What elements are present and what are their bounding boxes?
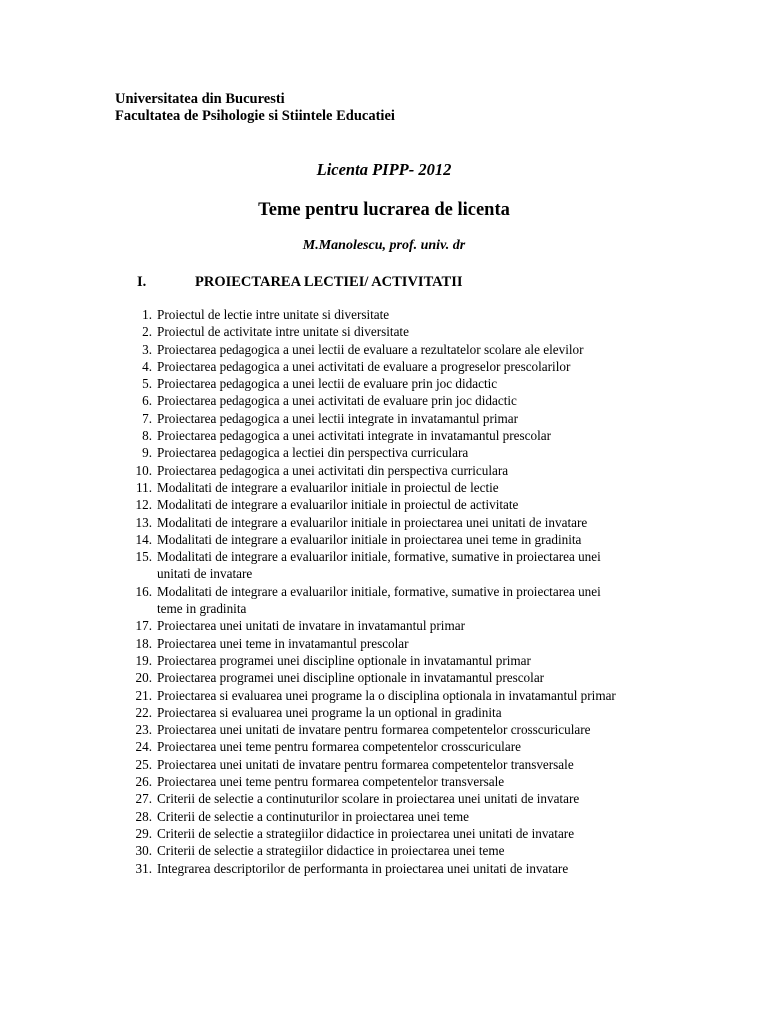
list-item-number: 4.: [142, 358, 152, 374]
institution-header: [115, 91, 395, 125]
list-item-number: 9.: [142, 445, 152, 461]
list-item-text: Proiectarea unei unitati de invatare in invatamantul primar: [157, 618, 465, 634]
list-item-text: Proiectarea unei teme pentru formarea competentelor crosscuriculare: [157, 739, 521, 755]
list-item-number: 27.: [135, 791, 152, 807]
list-item-text: Proiectarea si evaluarea unei programe la o disciplina optionala in invatamantul primar: [157, 687, 616, 703]
document-title: Teme pentru lucrarea de licenta: [258, 200, 510, 220]
list-item-text: Modalitati de integrare a evaluarilor initiale, formative, sumative in proiectarea unei teme in gradinita: [157, 583, 601, 617]
list-item-text: Proiectarea pedagogica a unei lectii de evaluare prin joc didactic: [157, 376, 498, 392]
list-item: [0, 531, 617, 548]
list-item: [0, 704, 617, 721]
list-item-text: Modalitati de integrare a evaluarilor initiale in proiectarea unei unitati de invatare: [157, 514, 588, 530]
list-item: [0, 358, 617, 375]
list-item-number: 25.: [135, 756, 152, 772]
list-item: [0, 375, 617, 392]
list-item-text: Proiectul de lectie intre unitate si diversitate: [157, 307, 390, 322]
section-number: I.: [137, 274, 147, 290]
list-item-number: 18.: [135, 635, 152, 651]
list-item-text: Proiectarea pedagogica a unei activitati integrate in invatamantul prescolar: [157, 428, 551, 444]
list-item-number: 3.: [142, 341, 152, 357]
list-item-text: Proiectarea si evaluarea unei programe la un optional in gradinita: [157, 704, 502, 720]
list-item-number: 14.: [135, 531, 152, 547]
list-item: [0, 687, 617, 704]
list-item-number: 30.: [135, 843, 152, 859]
list-item-text: Proiectarea pedagogica a unei activitati de evaluare prin joc didactic: [157, 393, 517, 409]
list-item-number: 31.: [135, 860, 152, 876]
list-item: [0, 669, 617, 686]
list-item-number: 15.: [135, 549, 152, 565]
list-item-text: Proiectarea pedagogica a lectiei din perspectiva curriculara: [157, 445, 469, 461]
list-item-number: 11.: [136, 479, 152, 495]
list-item-number: 12.: [135, 497, 152, 513]
list-item: [0, 756, 617, 773]
list-item-number: 21.: [135, 687, 152, 703]
list-item: [0, 738, 617, 755]
list-item-number: 2.: [142, 324, 152, 340]
list-item-number: 6.: [142, 393, 152, 409]
list-item: [0, 842, 617, 859]
list-item: [0, 790, 617, 807]
list-item: [0, 583, 617, 618]
list-item-text: Proiectarea pedagogica a unei activitati din perspectiva curriculara: [157, 462, 509, 478]
list-item: [0, 410, 617, 427]
list-item-text: Criterii de selectie a strategiilor didactice in proiectarea unei teme: [157, 843, 505, 859]
list-item-number: 1.: [142, 307, 152, 322]
list-item-number: 26.: [135, 774, 152, 790]
list-item: [0, 514, 617, 531]
list-item-text: Criterii de selectie a strategiilor didactice in proiectarea unei unitati de invatare: [157, 825, 575, 841]
list-item-number: 8.: [142, 428, 152, 444]
list-item: [0, 773, 617, 790]
list-item-text: Proiectarea pedagogica a unei lectii integrate in invatamantul primar: [157, 410, 519, 426]
list-item: [0, 617, 617, 634]
list-item-text: Criterii de selectie a continuturilor in proiectarea unei teme: [157, 808, 469, 824]
list-item-text: Proiectarea programei unei discipline optionale in invatamantul primar: [157, 652, 531, 668]
course-title: Licenta PIPP- 2012: [316, 160, 452, 179]
list-item-text: Modalitati de integrare a evaluarilor initiale in proiectul de lectie: [157, 479, 499, 495]
list-item-number: 17.: [135, 618, 152, 634]
list-item-text: Proiectarea unei unitati de invatare pentru formarea competentelor crosscuriculare: [157, 722, 591, 738]
university-name: Universitatea din Bucuresti: [115, 91, 285, 107]
list-item-number: 20.: [135, 670, 152, 686]
list-item: [0, 341, 617, 358]
list-item-text: Proiectarea unei teme in invatamantul prescolar: [157, 635, 409, 651]
list-item-number: 10.: [135, 462, 152, 478]
list-item-text: Proiectarea programei unei discipline optionale in invatamantul prescolar: [157, 670, 545, 686]
list-item: [0, 652, 617, 669]
list-item: [0, 444, 617, 461]
list-item: [0, 323, 617, 340]
list-item: [0, 462, 617, 479]
list-item-number: 16.: [135, 583, 152, 599]
list-item: [0, 548, 617, 583]
list-item-number: 13.: [135, 514, 152, 530]
list-item: [0, 635, 617, 652]
list-item-number: 23.: [135, 722, 152, 738]
list-item: [0, 808, 617, 825]
list-item-number: 28.: [135, 808, 152, 824]
list-item-text: Modalitati de integrare a evaluarilor initiale in proiectul de activitate: [157, 497, 519, 513]
list-item: [0, 825, 617, 842]
faculty-name: Facultatea de Psihologie si Stiintele Educatiei: [115, 108, 395, 124]
author-line: M.Manolescu, prof. univ. dr: [302, 238, 466, 253]
list-item: [0, 496, 617, 513]
list-item-number: 19.: [135, 652, 152, 668]
list-item-text: Modalitati de integrare a evaluarilor initiale, formative, sumative in proiectarea unei unitati de invatare: [157, 549, 601, 582]
list-item-text: Proiectarea unei unitati de invatare pentru formarea competentelor transversale: [157, 756, 574, 772]
list-item: [0, 479, 617, 496]
list-item-text: Integrarea descriptorilor de performanta in proiectarea unei unitati de invatare: [157, 860, 569, 876]
list-item-text: Proiectarea pedagogica a unei activitati de evaluare a progreselor prescolarilor: [157, 358, 571, 374]
list-item-text: Proiectarea pedagogica a unei lectii de evaluare a rezultatelor scolare ale elevilor: [157, 341, 584, 357]
list-item-text: Modalitati de integrare a evaluarilor initiale in proiectarea unei teme in gradinita: [157, 531, 582, 547]
list-item-number: 7.: [142, 410, 152, 426]
section-title: PROIECTAREA LECTIEI/ ACTIVITATII: [195, 274, 463, 290]
topic-list: [0, 306, 617, 877]
list-item: [0, 721, 617, 738]
list-item: [0, 306, 617, 323]
list-item-number: 5.: [142, 376, 152, 392]
list-item-text: Criterii de selectie a continuturilor scolare in proiectarea unei unitati de invatare: [157, 791, 580, 807]
list-item: [0, 392, 617, 409]
list-item-number: 24.: [135, 739, 152, 755]
list-item-text: Proiectarea unei teme pentru formarea competentelor transversale: [157, 774, 505, 790]
list-item: [0, 427, 617, 444]
list-item-text: Proiectul de activitate intre unitate si diversitate: [157, 324, 409, 340]
list-item-number: 29.: [135, 825, 152, 841]
section-heading: [137, 274, 463, 291]
list-item: [0, 860, 617, 877]
list-item-number: 22.: [135, 704, 152, 720]
